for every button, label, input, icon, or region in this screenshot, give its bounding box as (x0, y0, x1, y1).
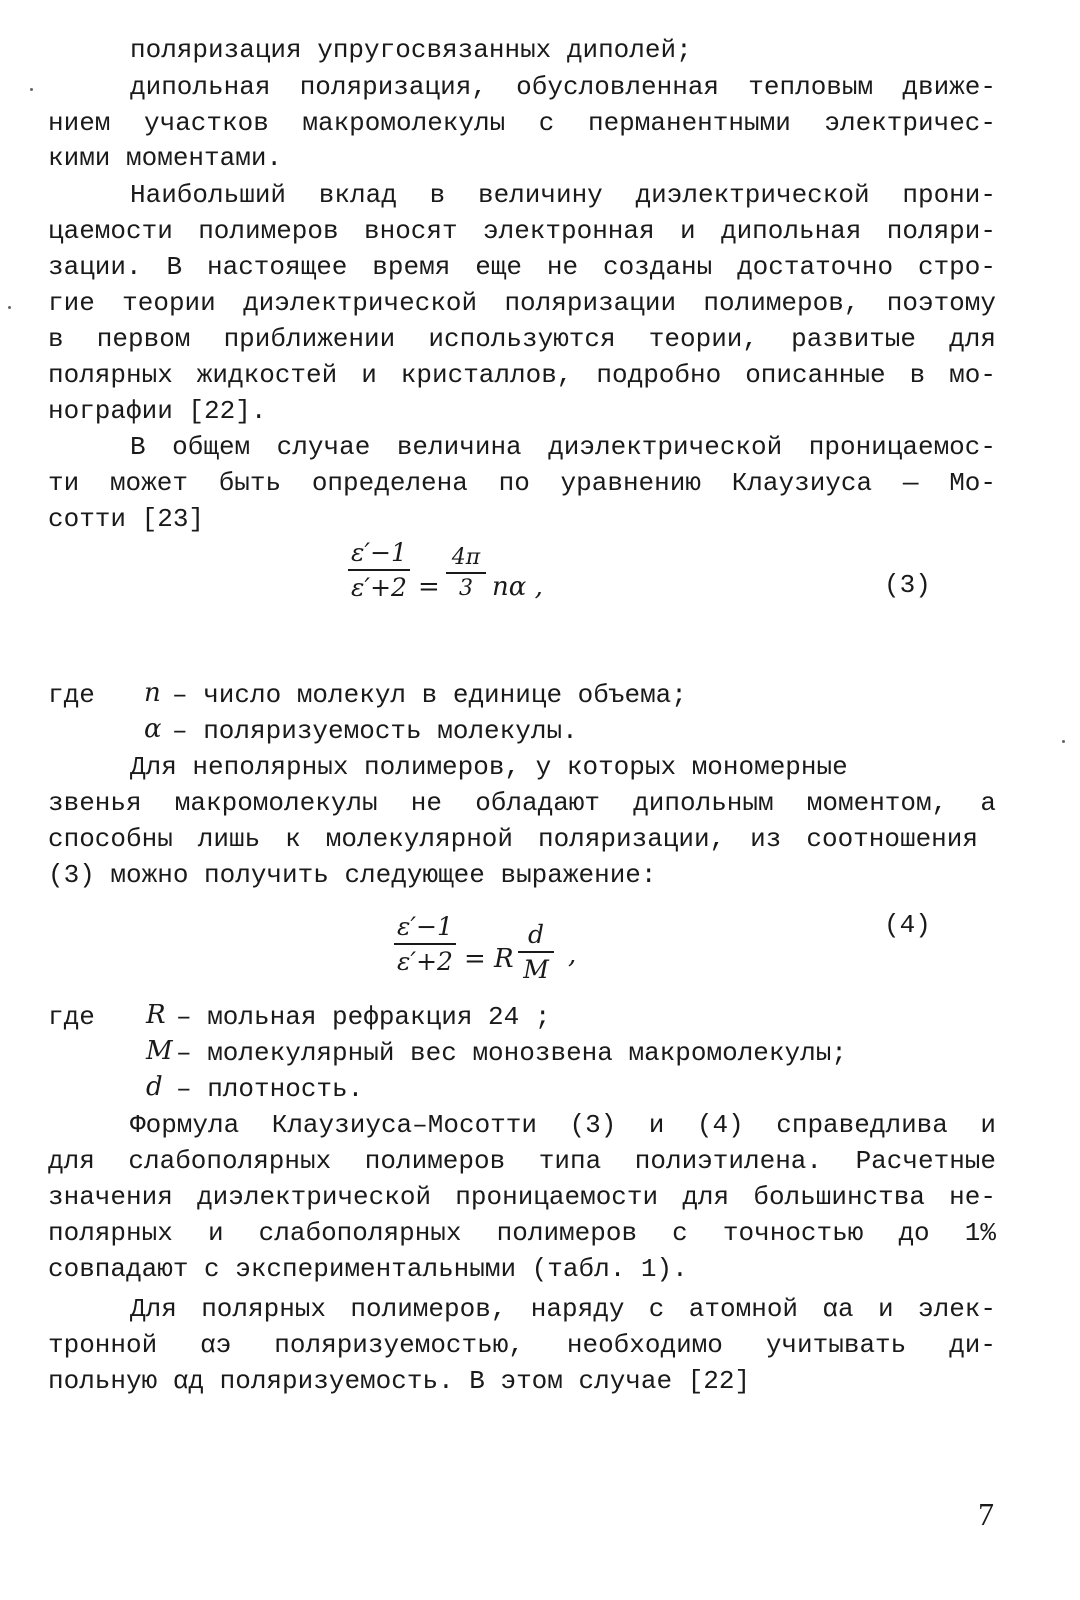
text-line: звенья макромолекулы не обладают дипольным моментом, а (48, 788, 996, 818)
text-line: Для полярных полимеров, наряду с атомной αa и элек- (130, 1294, 996, 1324)
fraction-numerator: 4π (451, 545, 481, 570)
text-line: зации. В настоящее время еще не созданы достаточно стро- (48, 252, 996, 282)
fraction-denominator: 3 (459, 576, 473, 601)
fraction-bar (394, 943, 456, 945)
text-line: совпадают с экспериментальными (табл. 1). (48, 1254, 688, 1284)
symbol-alpha: α (144, 714, 162, 744)
equation-4-tail: , (568, 940, 577, 970)
text-line: нографии [22]. (48, 396, 267, 426)
text-line: значения диэлектрической проницаемости для большинства не- (48, 1182, 996, 1212)
fraction-denominator: ε′+2 (397, 947, 453, 976)
fraction-numerator: ε′−1 (351, 538, 407, 567)
text-line: Для неполярных полимеров, у которых мономерные (130, 752, 848, 782)
text-line: в первом приближении используются теории, развитые для (48, 324, 996, 354)
symbol-R: R (146, 1000, 166, 1030)
text-line: Наибольший вклад в величину диэлектрической прони- (130, 180, 996, 210)
scan-speck (8, 306, 11, 309)
where-label: где (48, 1002, 95, 1032)
text-line: полярных и слабополярных полимеров с точностью до 1% (48, 1218, 996, 1248)
text-line: Формула Клаузиуса–Мосотти (3) и (4) справедлива и (130, 1110, 996, 1140)
fraction-bar (446, 572, 486, 574)
text-line: гие теории диэлектрической поляризации полимеров, поэтому (48, 288, 996, 318)
definition-text: – мольная рефракция 24 ; (176, 1002, 551, 1032)
equation-3-lhs (348, 538, 410, 602)
definition-text: – молекулярный вес монозвена макромолекулы; (176, 1038, 847, 1068)
text-line: (3) можно получить следующее выражение: (48, 860, 657, 890)
fraction-bar (348, 569, 410, 571)
equals-sign: = (418, 572, 440, 602)
text-line: сотти [23] (48, 504, 205, 534)
fraction-bar (518, 951, 554, 953)
symbol-d: d (146, 1072, 163, 1102)
text-line: кими моментами. (48, 143, 283, 173)
text-line: для слабополярных полимеров типа полиэтилена. Расчетные (48, 1146, 996, 1176)
text-line: полярных жидкостей и кристаллов, подробно описанные в мо- (48, 360, 996, 390)
equation-3-tail: nα , (492, 572, 543, 602)
text-line: В общем случае величина диэлектрической проницаемос- (130, 432, 996, 462)
equation-4-rhs (518, 920, 554, 984)
fraction-numerator: ε′−1 (397, 912, 453, 941)
symbol-M: M (146, 1036, 173, 1066)
equation-4-mid: = R (464, 944, 514, 974)
text-line: нием участков макромолекулы с перманентными электричес- (48, 108, 996, 138)
text-line: тронной αэ поляризуемостью, необходимо учитывать ди- (48, 1330, 996, 1360)
text-line: цаемости полимеров вносят электронная и дипольная поляри- (48, 216, 996, 246)
definition-text: – плотность. (176, 1074, 364, 1104)
fraction-numerator: d (527, 920, 544, 949)
text-line: способны лишь к молекулярной поляризации, из соотношения (48, 824, 978, 854)
fraction-denominator: ε′+2 (351, 573, 407, 602)
scan-speck (1062, 740, 1065, 743)
text-line: польную αд поляризуемость. В этом случае [22] (48, 1366, 751, 1396)
text-line: поляризация упругосвязанных диполей; (130, 35, 692, 65)
text-line: ти может быть определена по уравнению Клаузиуса — Мо- (48, 468, 996, 498)
equation-4-lhs (394, 912, 456, 976)
definition-text: – число молекул в единице объема; (172, 680, 687, 710)
equation-number: (4) (884, 910, 931, 940)
scan-speck (30, 88, 33, 91)
equation-3-rhs (446, 545, 486, 601)
where-label: где (48, 680, 95, 710)
symbol-n: n (144, 678, 161, 708)
page-number: 7 (978, 1496, 994, 1532)
fraction-denominator: M (523, 955, 549, 984)
equation-number: (3) (884, 570, 931, 600)
definition-text: – поляризуемость молекулы. (172, 716, 578, 746)
text-line: дипольная поляризация, обусловленная тепловым движе- (130, 72, 996, 102)
